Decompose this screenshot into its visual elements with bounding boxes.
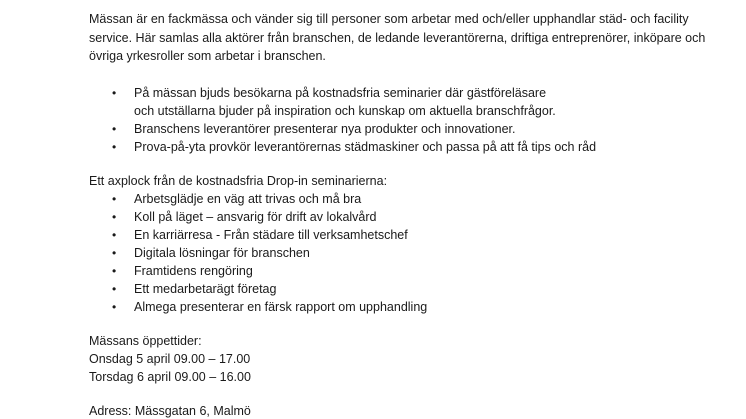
list-item-text: Almega presenterar en färsk rapport om upphandling: [134, 299, 428, 314]
list-item: [89, 138, 729, 156]
list-item-text: Arbetsglädje en väg att trivas och må bra: [134, 191, 362, 206]
bullet-icon: •: [112, 227, 117, 242]
list-item: [89, 84, 564, 120]
list-item-text: Ett medarbetarägt företag: [134, 281, 277, 296]
list-item: [89, 226, 729, 244]
list-item: [89, 262, 729, 280]
bullet-icon: •: [112, 263, 117, 278]
bullet-icon: •: [112, 121, 117, 136]
bullet-icon: •: [112, 85, 117, 100]
list-item: [89, 190, 729, 208]
list-item-text: Digitala lösningar för branschen: [134, 245, 310, 260]
seminars-heading: Ett axplock från de kostnadsfria Drop-in seminarierna:: [89, 173, 388, 188]
bullet-icon: •: [112, 299, 117, 314]
highlights-list: [89, 84, 729, 156]
spacer: [89, 156, 729, 172]
document-body: [89, 10, 729, 419]
list-item-text: Prova-på-yta provkör leverantörernas städmaskiner och passa på att få tips och råd: [134, 139, 597, 154]
spacer: [89, 66, 729, 84]
address-line: Adress: Mässgatan 6, Malmö: [89, 403, 251, 418]
list-item: [89, 244, 729, 262]
list-item: [89, 298, 729, 316]
intro-paragraph: Mässan är en fackmässa och vänder sig till personer som arbetar med och/eller upphandlar städ- och facility service. Här samlas alla aktörer från branschen, de ledande leverantörerna, driftiga entreprenörer, inköpare och övriga yrkesroller som arbetar i branschen.: [89, 12, 706, 63]
bullet-icon: •: [112, 209, 117, 224]
list-item: [89, 208, 729, 226]
list-item-text: Framtidens rengöring: [134, 263, 253, 278]
list-item-text: Branschens leverantörer presenterar nya produkter och innovationer.: [134, 121, 516, 136]
bullet-icon: •: [112, 245, 117, 260]
opening-hours-day2: Torsdag 6 april 09.00 – 16.00: [89, 369, 251, 384]
list-item: [89, 280, 729, 298]
opening-hours-day1: Onsdag 5 april 09.00 – 17.00: [89, 351, 251, 366]
list-item-text: På mässan bjuds besökarna på kostnadsfria seminarier där gästföreläsare och utställarna bjuder på inspiration och kunskap om aktuella branschfrågor.: [134, 85, 556, 118]
bullet-icon: •: [112, 281, 117, 296]
spacer: [89, 386, 729, 402]
spacer: [89, 316, 729, 332]
bullet-icon: •: [112, 139, 117, 154]
seminars-list: [89, 190, 729, 316]
list-item-text: Koll på läget – ansvarig för drift av lokalvård: [134, 209, 377, 224]
opening-hours-heading: Mässans öppettider:: [89, 333, 202, 348]
bullet-icon: •: [112, 191, 117, 206]
list-item: [89, 120, 729, 138]
list-item-text: En karriärresa - Från städare till verksamhetschef: [134, 227, 408, 242]
